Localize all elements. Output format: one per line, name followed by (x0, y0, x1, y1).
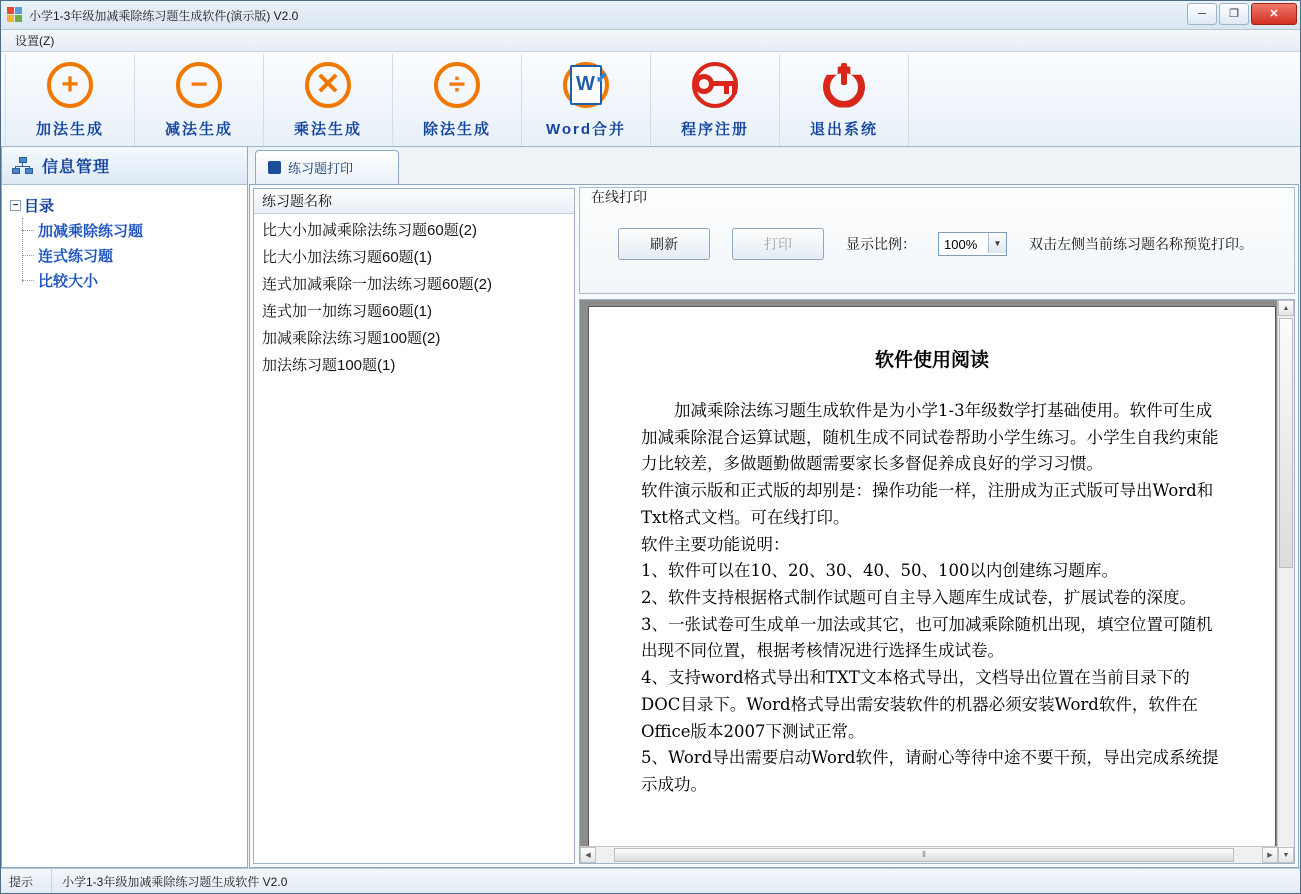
document-paragraph: 软件主要功能说明： (641, 534, 790, 554)
status-message: 小学1-3年级加减乘除练习题生成软件 V2.0 (51, 869, 1300, 893)
plus-circle-icon: + (44, 62, 96, 114)
toolbar-label-multiplication: 乘法生成 (293, 120, 362, 138)
preview-horizontal-scrollbar[interactable] (580, 846, 1278, 863)
toolbar-button-division[interactable] (393, 54, 522, 146)
print-group-label: 在线打印 (591, 189, 647, 205)
document-paragraph: 1、软件可以在10、20、30、40、50、100以内创建练习题库。 (641, 561, 1118, 581)
sidebar-tree (2, 185, 247, 867)
toolbar-label-register: 程序注册 (680, 120, 749, 138)
print-group-box (579, 187, 1295, 294)
print-controls (580, 228, 1294, 260)
list-item[interactable]: 加减乘除法练习题100题(2) (262, 330, 441, 347)
print-panel (578, 185, 1298, 867)
main-area (1, 147, 1300, 868)
list-column-header: 练习题名称 (254, 189, 574, 214)
app-logo-icon (7, 7, 23, 23)
toolbar-button-exit[interactable] (780, 54, 909, 146)
toolbar (1, 52, 1300, 147)
hierarchy-icon (12, 157, 34, 175)
sidebar (1, 147, 248, 868)
zoom-select[interactable] (938, 232, 1007, 256)
preview-page (588, 306, 1276, 847)
list-item[interactable]: 加法练习题100题(1) (262, 357, 396, 374)
sidebar-item-chain[interactable]: 连式练习题 (22, 243, 247, 268)
tab-square-icon (268, 161, 281, 174)
list-item[interactable]: 比大小加减乘除法练习题60题(2) (262, 222, 478, 239)
toolbar-label-subtraction: 减法生成 (164, 120, 233, 138)
list-item[interactable]: 连式加减乘除一加法练习题60题(2) (262, 276, 493, 293)
key-icon (689, 62, 741, 114)
list-item[interactable]: 比大小加法练习题60题(1) (262, 249, 433, 266)
horizontal-scroll-thumb[interactable]: ⦀ (614, 848, 1234, 862)
tab-label: 练习题打印 (288, 161, 354, 176)
document-paragraph: 3、一张试卷可生成单一加法或其它，也可加减乘除随机出现，填空位置可随机出现不同位置，根据考核情况进行选择生成试卷。 (641, 614, 1213, 661)
scroll-right-icon[interactable]: ▶ (1262, 847, 1278, 863)
content-pane (248, 147, 1300, 868)
document-paragraph: 软件演示版和正式版的却别是：操作功能一样，注册成为正式版可导出Word和Txt格式文档。可在线打印。 (641, 481, 1214, 527)
scroll-up-icon[interactable]: ▲ (1278, 300, 1294, 316)
power-icon (818, 62, 870, 114)
document-paragraph: 5、Word导出需要启动Word软件，请耐心等待中途不要干预，导出完成系统提示成功。 (641, 748, 1219, 795)
menu-item-settings[interactable]: 设置(Z) (15, 34, 55, 48)
tree-root-node[interactable] (10, 195, 247, 216)
tree-root-label: 目录 (24, 198, 55, 215)
multiply-circle-icon: ✕ (302, 62, 354, 114)
print-button[interactable]: 打印 (732, 228, 824, 260)
tab-content (249, 184, 1299, 868)
sidebar-header (2, 147, 247, 185)
status-label: 提示 (9, 874, 34, 889)
maximize-button[interactable]: ❐ (1219, 3, 1249, 25)
zoom-value: 100% (944, 236, 978, 252)
tab-print-exercises[interactable] (255, 150, 399, 184)
close-button[interactable]: ✕ (1251, 3, 1297, 25)
window-title: 小学1-3年级加减乘除练习题生成软件(演示版) V2.0 (29, 8, 299, 23)
document-paragraph: 加减乘除法练习题生成软件是为小学1-3年级数学打基础使用。软件可生成加减乘除混合运算试题，随机生成不同试卷帮助小学生练习。小学生自我约束能力比较差，多做题勤做题需要家长多督促养成良好的学习习惯。 (641, 401, 1219, 474)
toolbar-label-addition: 加法生成 (35, 120, 104, 138)
toolbar-label-division: 除法生成 (422, 120, 491, 138)
document-title: 软件使用阅读 (874, 349, 989, 371)
collapse-icon[interactable]: − (10, 200, 21, 211)
word-merge-icon: W ⬋ (560, 62, 612, 114)
sidebar-title: 信息管理 (42, 159, 111, 176)
document-preview (579, 299, 1295, 864)
toolbar-button-addition[interactable] (5, 54, 135, 146)
scroll-left-icon[interactable]: ◀ (580, 847, 596, 863)
document-paragraph: 4、支持word格式导出和TXT文本格式导出，文档导出位置在当前目录下的DOC目录下。Word格式导出需安装软件的机器必须安装Word软件，软件在Office版本2007下测试正常。 (641, 668, 1198, 741)
window-controls (1187, 3, 1297, 25)
status-bar (1, 868, 1300, 893)
preview-hint: 双击左侧当前练习题名称预览打印。 (1029, 236, 1253, 252)
toolbar-button-multiplication[interactable] (264, 54, 393, 146)
toolbar-button-register[interactable] (651, 54, 780, 146)
toolbar-label-word-merge: Word合并 (545, 120, 627, 138)
chevron-down-icon[interactable]: ▼ (988, 233, 1006, 253)
document-paragraph: 2、软件支持根据格式制作试题可自主导入题库生成试卷，扩展试卷的深度。 (641, 588, 1196, 608)
scale-label: 显示比例： (846, 236, 916, 252)
tab-strip (249, 147, 1300, 184)
sidebar-item-arithmetic[interactable]: 加减乘除练习题 (22, 218, 247, 243)
exercise-list-panel (253, 188, 575, 864)
toolbar-label-exit: 退出系统 (809, 120, 878, 138)
sidebar-item-compare[interactable]: 比较大小 (22, 268, 247, 293)
exercise-list (254, 214, 574, 378)
refresh-button[interactable]: 刷新 (618, 228, 710, 260)
preview-vertical-scrollbar[interactable] (1277, 300, 1294, 863)
divide-circle-icon: ÷ (431, 62, 483, 114)
scroll-down-icon[interactable]: ▼ (1278, 847, 1294, 863)
menu-bar (1, 30, 1300, 52)
vertical-scroll-thumb[interactable] (1279, 318, 1293, 568)
title-bar (1, 1, 1300, 30)
minimize-button[interactable]: ─ (1187, 3, 1217, 25)
toolbar-button-word-merge[interactable] (522, 54, 651, 146)
list-item[interactable]: 连式加一加练习题60题(1) (262, 303, 433, 320)
minus-circle-icon: − (173, 62, 225, 114)
tree-children (22, 218, 247, 293)
toolbar-button-subtraction[interactable] (135, 54, 264, 146)
